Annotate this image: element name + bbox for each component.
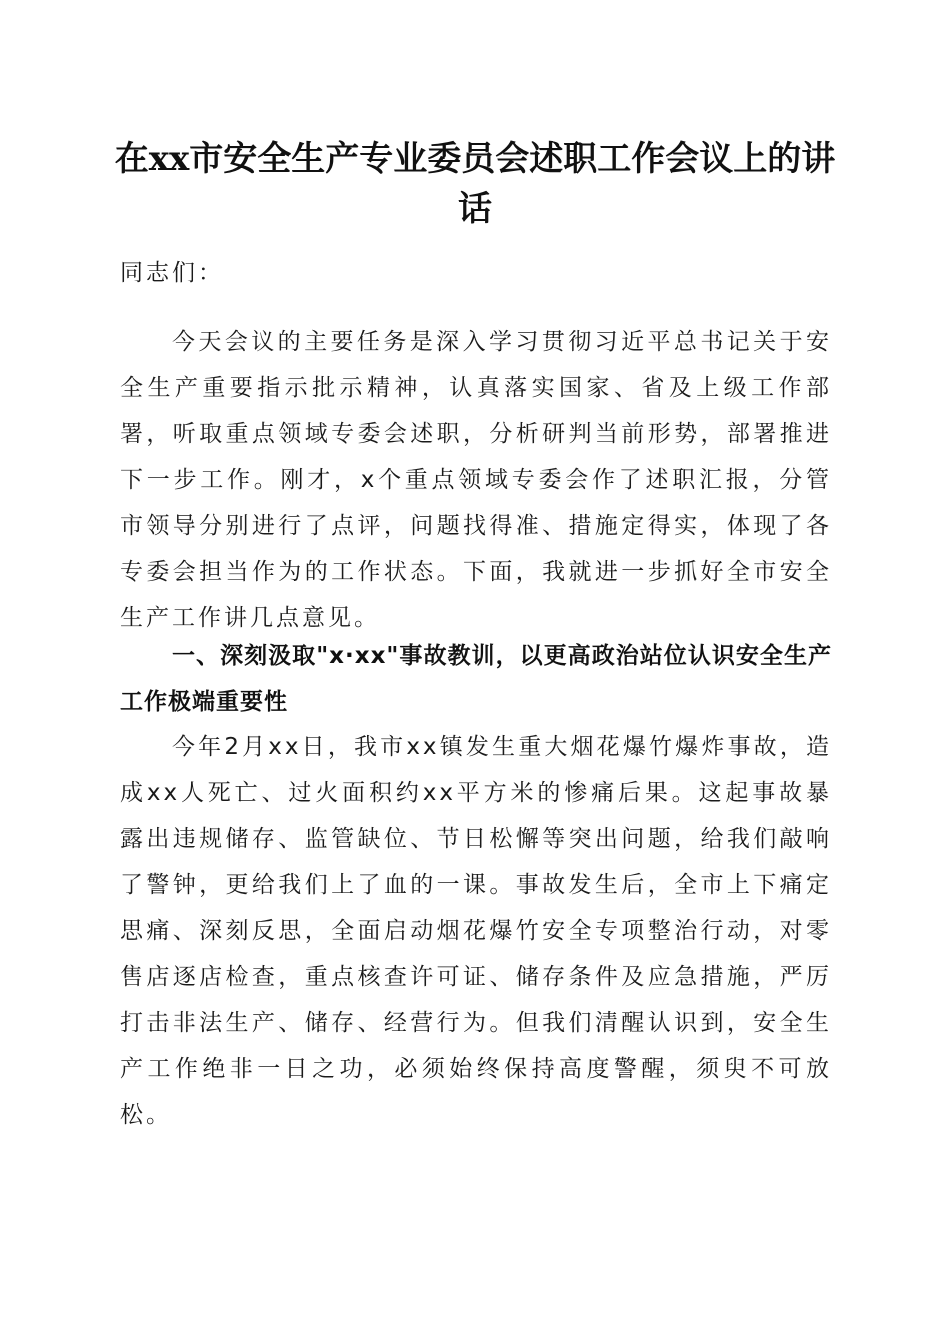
- salutation: 同志们：: [120, 260, 224, 286]
- document-title: 在xx市安全生产专业委员会述职工作会议上的讲话: [114, 139, 836, 229]
- section-1-paragraph: 今年2月xx日，我市xx镇发生重大烟花爆竹爆炸事故，造成xx人死亡、过火面积约xx平方米的惨痛后果。这起事故暴露出违规储存、监管缺位、节日松懈等突出问题，给我们敲响了警钟，更给我们上了血的一课。事故发生后，全市上下痛定思痛、深刻反思，全面启动烟花爆竹安全专项整治行动，对零售店逐店检查，重点核查许可证、储存条件及应急措施，严厉打击非法生产、储存、经营行为。但我们清醒认识到，安全生产工作绝非一日之功，必须始终保持高度警醒，须臾不可放松。: [120, 734, 832, 1128]
- intro-paragraph: 今天会议的主要任务是深入学习贯彻习近平总书记关于安全生产重要指示批示精神，认真落实国家、省及上级工作部署，听取重点领域专委会述职，分析研判当前形势，部署推进下一步工作。刚才，x个重点领域专委会作了述职汇报，分管市领导分别进行了点评，问题找得准、措施定得实，体现了各专委会担当作为的工作状态。下面，我就进一步抓好全市安全生产工作讲几点意见。: [120, 329, 832, 631]
- section-heading-1: 一、深刻汲取"x·xx"事故教训，以更高政治站位认识安全生产工作极端重要性: [120, 643, 832, 715]
